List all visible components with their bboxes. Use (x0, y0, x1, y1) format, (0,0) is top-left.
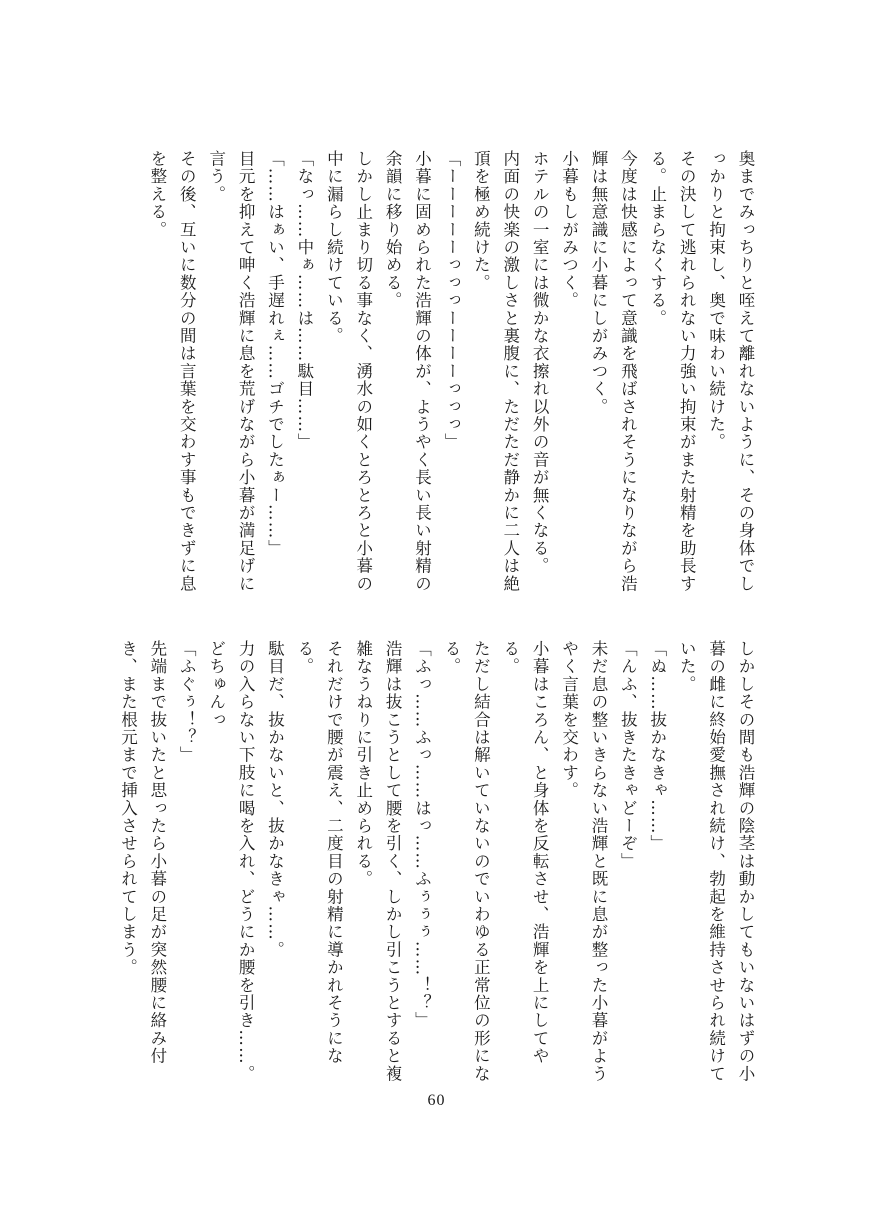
text-line: る。 (500, 640, 520, 676)
text-line: しかし止まり切る事なく、湧水の如くとろとろと小暮の (353, 150, 373, 593)
text-line: 「ふっ……ふっ……はっ……ふぅぅぅ……！？」 (412, 640, 432, 1030)
text-line: 今度は快感によって意識を飛ばされそうになりながら浩 (618, 150, 638, 593)
text-line: 奥までみっちりと咥えて離れないように、その身体でし (736, 150, 755, 593)
text-line: ホテルの一室には微かな衣擦れ以外の音が無くなる。 (530, 150, 550, 575)
text-line: 未だ息の整いきらない浩輝と既に息が整った小暮がよう (588, 640, 608, 1083)
text-line: その決して逃れられない力強い拘束がまた射精を助長す (677, 150, 697, 593)
text-line: る。 (441, 640, 461, 676)
text-line: 駄目だ、抜かないと、抜かなきゃ……。 (265, 640, 285, 959)
text-line: しかしその間も浩輝の陰茎は動かしてもいないはずの小 (736, 640, 755, 1083)
text-line: その後、互いに数分の間は言葉を交わす事もできずに息 (177, 150, 197, 593)
text-line: 浩輝は抜こうとして腰を引く、しかし引こうとすると複 (383, 640, 403, 1083)
text-line: を整える。 (147, 150, 167, 239)
text-line: 頂を極め続けた。 (471, 150, 491, 292)
text-line: 言う。 (206, 150, 226, 204)
text-line: 内面の快楽の激しさと裏腹に、ただただ静かに二人は絶 (500, 150, 520, 593)
text-line: 「ーーーーーっっっーーーーっっっ」 (441, 150, 461, 451)
text-line: 小暮に固められた浩輝の体が、ようやく長い長い射精の (412, 150, 432, 593)
text-line: 余韻に移り始める。 (383, 150, 403, 310)
text-line: 「んふ、抜きたきゃどーぞ」 (618, 640, 638, 871)
text-block-bottom (118, 640, 760, 1083)
text-line: 中に漏らし続けている。 (324, 150, 344, 345)
text-line: 先端まで抜いたと思ったら小暮の足が突然腰に絡み付 (147, 640, 167, 1065)
text-line: っかりと拘束し、奥で味わい続けた。 (706, 150, 726, 451)
text-line: 「なっ……中ぁ……は……駄目……」 (294, 150, 314, 451)
text-block-top (147, 150, 760, 593)
text-line: どちゅんっ (206, 640, 226, 729)
text-line: 「ぬ……抜かなきゃ……」 (647, 640, 667, 853)
text-line: 小暮もしがみつく。 (559, 150, 579, 310)
text-line: ただし結合は解いていないのでいわゆる正常位の形にな (471, 640, 491, 1083)
text-line: やく言葉を交わす。 (559, 640, 579, 800)
text-line: いた。 (677, 640, 697, 694)
text-line: 雑なうねりに引き止められる。 (353, 640, 373, 888)
text-line: る。 (294, 640, 314, 676)
text-line: き、また根元まで挿入させられてしまう。 (118, 640, 138, 977)
text-line: 「……はぁい、手遅れぇ……ゴチでしたぁー……」 (265, 150, 285, 558)
text-line: それだけで腰が震え、二度目の射精に導かれそうにな (324, 640, 344, 1065)
text-line: 輝は無意識に小暮にしがみつく。 (588, 150, 608, 416)
text-line: 目元を抑えて呻く浩輝に息を荒げながら小暮が満足げに (236, 150, 256, 593)
text-line: 暮の雌に終始愛撫され続け、勃起を維持させられ続けて (706, 640, 726, 1083)
text-line: る。止まらなくする。 (647, 150, 667, 327)
text-line: 小暮はころん、と身体を反転させ、浩輝を上にしてや (530, 640, 550, 1065)
text-line: 力の入らない下肢に喝を入れ、どうにか腰を引き……。 (236, 640, 256, 1083)
page-number: 60 (427, 1092, 446, 1109)
text-line: 「ふぐぅ！？」 (177, 640, 197, 764)
